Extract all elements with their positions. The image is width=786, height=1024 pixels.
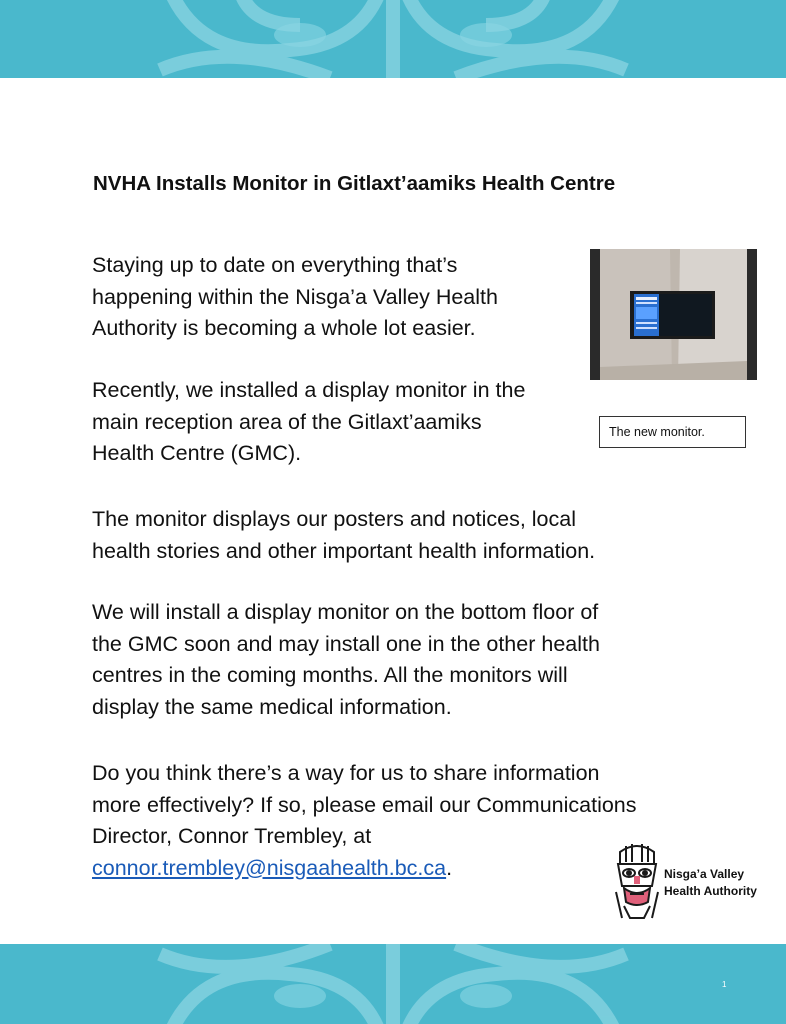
text-line: main reception area of the Gitlaxt’aamiks [92, 409, 482, 434]
nvha-logo-icon [612, 842, 662, 920]
text-line: Director, Connor Trembley, at [92, 824, 372, 848]
article-title: NVHA Installs Monitor in Gitlaxt’aamiks Health Centre [93, 172, 616, 195]
text-line: more effectively? If so, please email our Communications [92, 792, 637, 817]
logo-line-1: Nisga’a Valley [664, 867, 745, 881]
text-line: The monitor displays our posters and notices, local [92, 507, 576, 531]
text-line: We will install a display monitor on the bottom floor of [92, 600, 599, 624]
header-band [0, 0, 786, 78]
text-line: Staying up to date on everything that’s [92, 253, 458, 277]
logo-line-2: Health Authority [664, 884, 757, 898]
photo-caption: The new monitor. [599, 416, 746, 448]
paragraph-installation [92, 375, 525, 470]
monitor-photo-image [590, 249, 757, 380]
footer-band [0, 944, 786, 1024]
formline-pattern-top [0, 0, 786, 78]
page-number: 1 [722, 980, 727, 989]
email-suffix: . [446, 855, 453, 880]
monitor-photo [590, 249, 757, 380]
email-line [92, 853, 637, 885]
paragraph-intro [92, 250, 498, 345]
logo-wordmark [664, 866, 757, 900]
text-line: health stories and other important health information. [92, 538, 596, 563]
formline-pattern-bottom [0, 944, 786, 1024]
paragraph-future-plans [92, 597, 600, 723]
email-link[interactable]: connor.trembley@nisgaahealth.bc.ca [92, 855, 447, 880]
text-line: Do you think there’s a way for us to share information [92, 761, 600, 785]
text-line: display the same medical information. [92, 694, 452, 719]
text-line: happening within the Nisga’a Valley Health [92, 284, 498, 309]
paragraph-content [92, 504, 595, 567]
text-line: Health Centre (GMC). [92, 441, 302, 465]
text-line: Recently, we installed a display monitor in the [92, 378, 526, 402]
paragraph-contact [92, 758, 637, 884]
text-line: the GMC soon and may install one in the other health [92, 631, 600, 656]
text-line: centres in the coming months. All the monitors will [92, 663, 568, 687]
text-line: Authority is becoming a whole lot easier. [92, 316, 476, 340]
